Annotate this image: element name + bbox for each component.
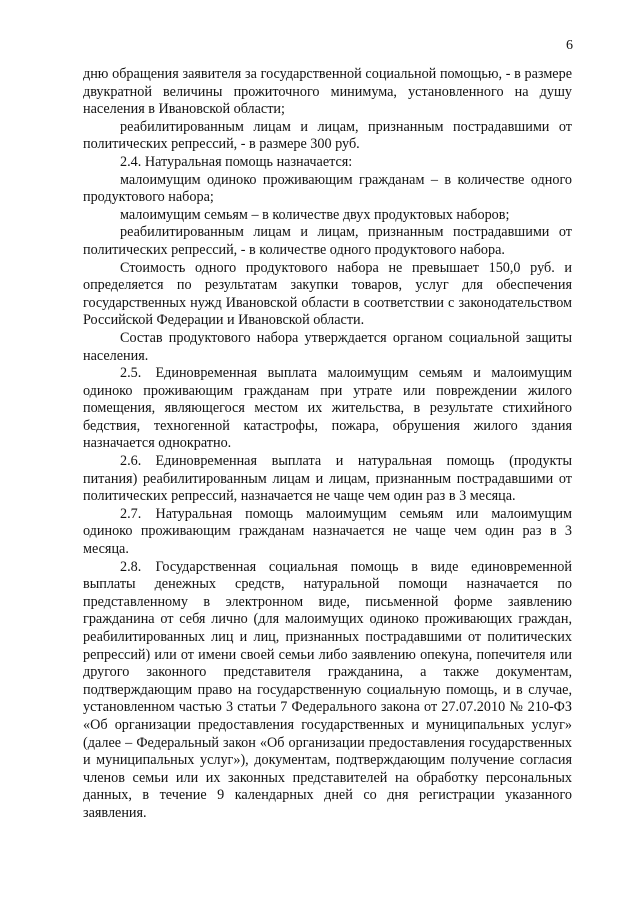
paragraph-food-set-composition: Состав продуктового набора утверждается органом социальной защиты населения. xyxy=(83,329,572,364)
document-body xyxy=(83,66,572,823)
paragraph-2-6: 2.6. Единовременная выплата и натуральная помощь (продукты питания) реабилитированным лицам и лицам, признанным пострадавшими от политических репрессий, назначается не чаще чем один раз в 3 месяца. xyxy=(83,453,572,505)
paragraph-low-income-families: малоимущим семьям – в количестве двух продуктовых наборов; xyxy=(120,206,510,223)
paragraph-rehabilitated-food-set: реабилитированным лицам и лицам, признанным пострадавшими от политических репрессий, - в количестве одного продуктового набора. xyxy=(83,224,572,258)
paragraph-single-citizens: малоимущим одиноко проживающим гражданам – в количестве одного продуктового набора; xyxy=(83,171,572,206)
page-number: 6 xyxy=(566,38,573,53)
paragraph-2-7: 2.7. Натуральная помощь малоимущим семьям или малоимущим одиноко проживающим гражданам назначается не чаще чем один раз в 3 месяца. xyxy=(83,505,572,558)
paragraph-2-4-heading: 2.4. Натуральная помощь назначается: xyxy=(120,153,353,170)
paragraph-2-8: 2.8. Государственная социальная помощь в виде единовременной выплаты денежных средств, натуральной помощи назначается по представленному в электронном виде, письменной форме заявлению гражданина от себя лично (для малоимущих одиноко проживающих граждан, реабилитированных лиц и лиц, признанных пострадавшими от политических репрессий) или от имени своей семьи либо заявлению опекуна, попечителя или другого законного представителя гражданина, а также документам, подтверждающим право на государственную социальную помощь, и в случае, установленном частью 3 статьи 7 Федерального закона от 27.07.2010 № 210-ФЗ «Об организации предоставления государственных и муниципальных услуг» (далее – Федеральный закон «Об организации предоставления государственных и муниципальных услуг»), документам, подтверждающим получение согласия членов семьи или их законных представителей на обработку персональных данных, в течение 9 календарных дней со дня регистрации указанного заявления. xyxy=(83,558,572,821)
paragraph-food-set-cost: Стоимость одного продуктового набора не превышает 150,0 руб. и определяется по результатам закупки товаров, услуг для обеспечения государственных нужд Ивановской области в соответствии с законодательством Российской Федерации и Ивановской области. xyxy=(83,259,572,329)
paragraph-rehabilitated-payment: реабилитированным лицам и лицам, признанным пострадавшими от политических репрессий, - в размере 300 руб. xyxy=(83,118,572,153)
paragraph-continuation: дню обращения заявителя за государственной социальной помощью, - в размере двукратной величины прожиточного минимума, установленного на душу населения в Ивановской области; xyxy=(83,66,572,118)
paragraph-2-5: 2.5. Единовременная выплата малоимущим семьям и малоимущим одиноко проживающим гражданам при утрате или повреждении жилого помещения, являющегося местом их жительства, в результате стихийного бедствия, техногенной катастрофы, пожара, обрушения жилого здания назначается однократно. xyxy=(83,365,572,452)
